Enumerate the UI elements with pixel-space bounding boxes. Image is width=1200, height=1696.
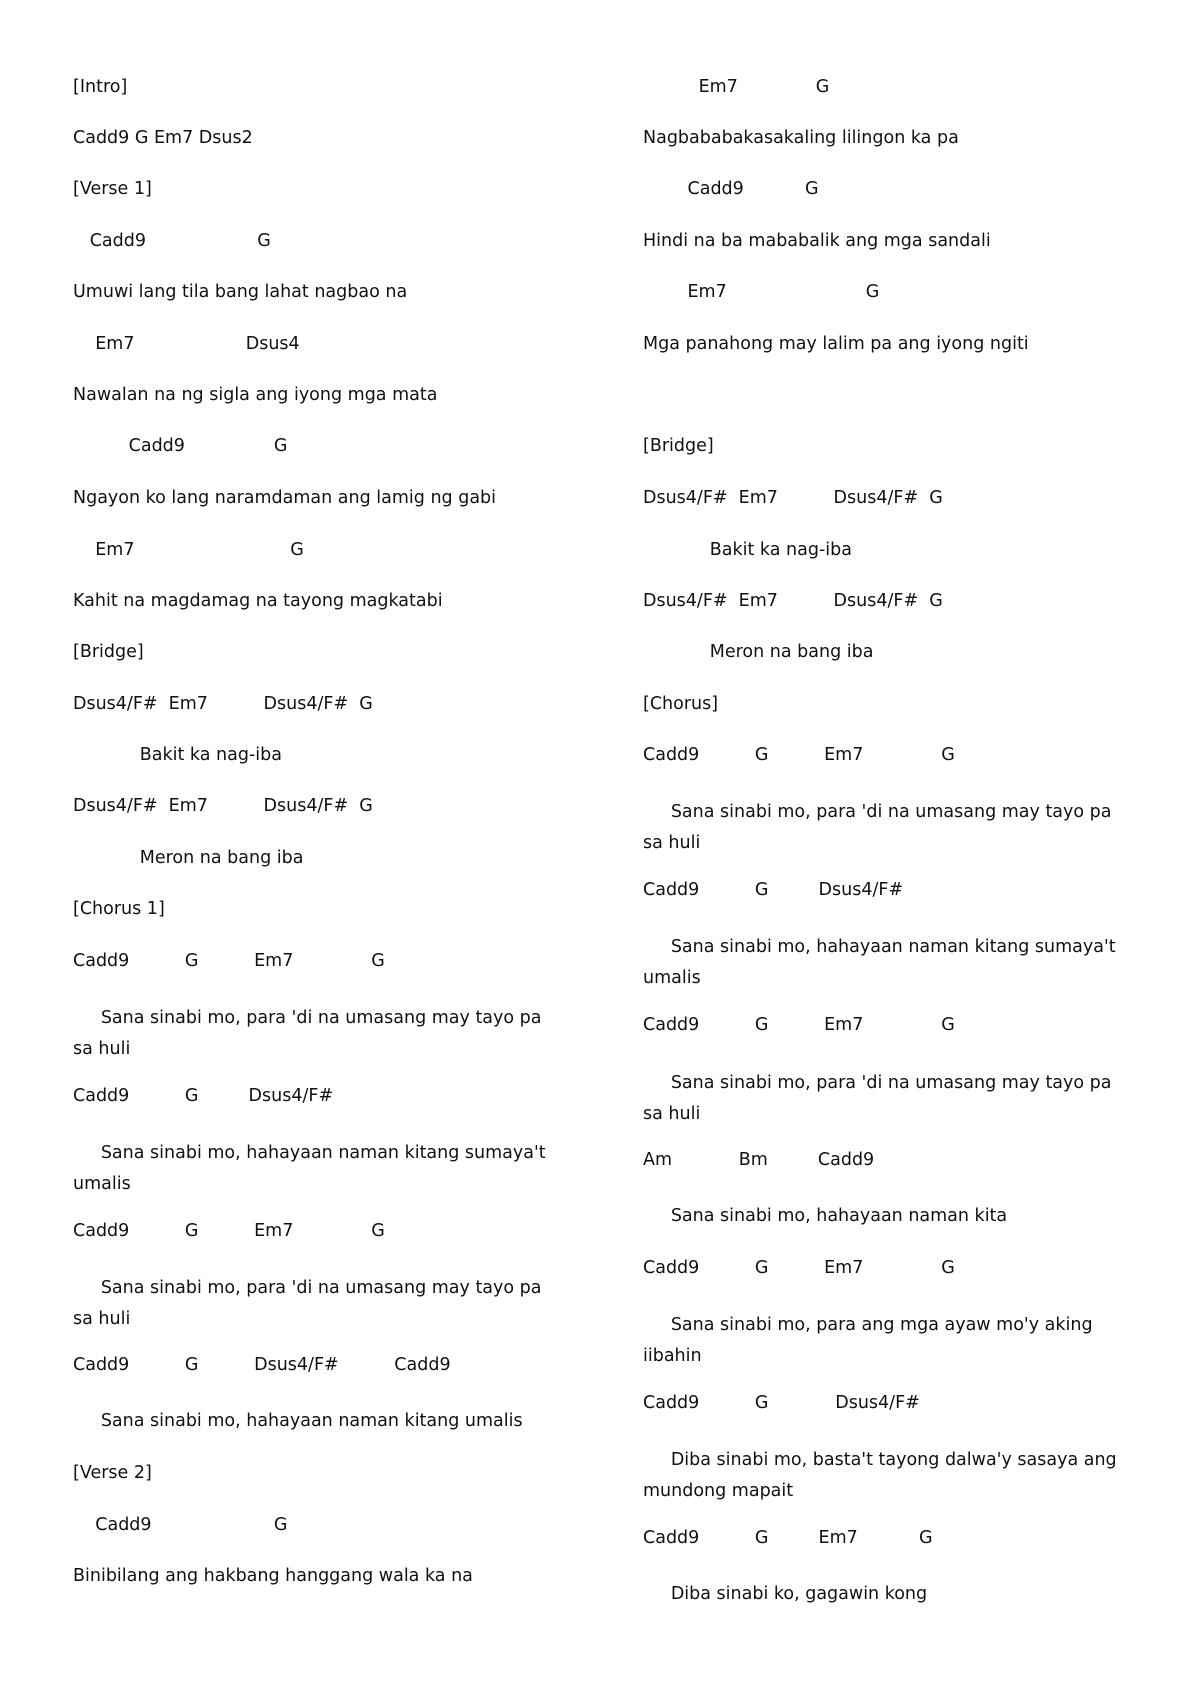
chord-line: Cadd9 G [73, 436, 288, 456]
section-label: [Verse 1] [73, 179, 152, 199]
chord-line: Cadd9 G [73, 1515, 288, 1535]
lyric-line: Sana sinabi mo, para 'di na umasang may tayo pa sa huli [643, 1073, 1118, 1124]
lyric-line: Sana sinabi mo, hahayaan naman kita [643, 1206, 1008, 1226]
lyric-line: Diba sinabi mo, basta't tayong dalwa'y sasaya ang mundong mapait [643, 1450, 1123, 1501]
chord-line: Cadd9 G Dsus4/F# Cadd9 [73, 1355, 451, 1375]
lyric-line: Sana sinabi mo, hahayaan naman kitang umalis [73, 1411, 523, 1431]
lyric-line: Nagbababakasakaling lilingon ka pa [643, 128, 959, 148]
section-label: [Bridge] [643, 436, 714, 456]
lyric-line: Umuwi lang tila bang lahat nagbao na [73, 282, 408, 302]
chord-line: Cadd9 G Em7 G [73, 951, 385, 971]
lyric-line: Binibilang ang hakbang hanggang wala ka na [73, 1566, 473, 1586]
chord-line: Cadd9 G Dsus4/F# [643, 880, 904, 900]
section-label: [Chorus 1] [73, 899, 165, 919]
lyric-line: Meron na bang iba [643, 642, 874, 662]
chord-line: Dsus4/F# Em7 Dsus4/F# G [643, 591, 943, 611]
lyric-line: Ngayon ko lang naramdaman ang lamig ng gabi [73, 488, 497, 508]
section-label: [Chorus] [643, 694, 719, 714]
lyric-line: Sana sinabi mo, para 'di na umasang may tayo pa sa huli [643, 802, 1118, 853]
lyric-line: Kahit na magdamag na tayong magkatabi [73, 591, 443, 611]
chord-line: Cadd9 G Em7 G [643, 745, 955, 765]
chord-line: Cadd9 G Em7 G [73, 1221, 385, 1241]
lyric-line: Hindi na ba mababalik ang mga sandali [643, 231, 991, 251]
chord-line: Am Bm Cadd9 [643, 1150, 875, 1170]
chord-line: Cadd9 G [73, 231, 271, 251]
chord-line: Em7 G [73, 540, 304, 560]
lyric-line: Mga panahong may lalim pa ang iyong ngiti [643, 334, 1029, 354]
lyric-line: Meron na bang iba [73, 848, 304, 868]
lyric-line: Nawalan na ng sigla ang iyong mga mata [73, 385, 438, 405]
chord-line: Cadd9 G [643, 179, 819, 199]
lyric-line: Diba sinabi ko, gagawin kong [643, 1584, 928, 1604]
lyric-line: Sana sinabi mo, hahayaan naman kitang sumaya't umalis [73, 1143, 552, 1194]
lyric-line: Bakit ka nag-iba [643, 540, 852, 560]
lyric-line: Sana sinabi mo, para 'di na umasang may tayo pa sa huli [73, 1008, 548, 1059]
chord-line: Cadd9 G Em7 G [643, 1258, 955, 1278]
chord-line: Cadd9 G Dsus4/F# [643, 1393, 920, 1413]
section-label: [Intro] [73, 77, 128, 97]
chord-line: Dsus4/F# Em7 Dsus4/F# G [643, 488, 943, 508]
chord-line: Dsus4/F# Em7 Dsus4/F# G [73, 694, 373, 714]
section-label: [Bridge] [73, 642, 144, 662]
chord-line: Cadd9 G Dsus4/F# [73, 1086, 334, 1106]
chord-line: Em7 Dsus4 [73, 334, 300, 354]
chord-line: Cadd9 G Em7 Dsus2 [73, 128, 253, 148]
chord-line: Em7 G [643, 77, 830, 97]
chord-line: Cadd9 G Em7 G [643, 1015, 955, 1035]
chord-line: Cadd9 G Em7 G [643, 1528, 933, 1548]
lyric-line: Bakit ka nag-iba [73, 745, 282, 765]
chord-line: Dsus4/F# Em7 Dsus4/F# G [73, 796, 373, 816]
chord-line: Em7 G [643, 282, 880, 302]
lyric-line: Sana sinabi mo, para 'di na umasang may tayo pa sa huli [73, 1278, 548, 1329]
section-label: [Verse 2] [73, 1463, 152, 1483]
lyric-line: Sana sinabi mo, para ang mga ayaw mo'y aking iibahin [643, 1315, 1099, 1366]
lyric-line: Sana sinabi mo, hahayaan naman kitang sumaya't umalis [643, 937, 1122, 988]
